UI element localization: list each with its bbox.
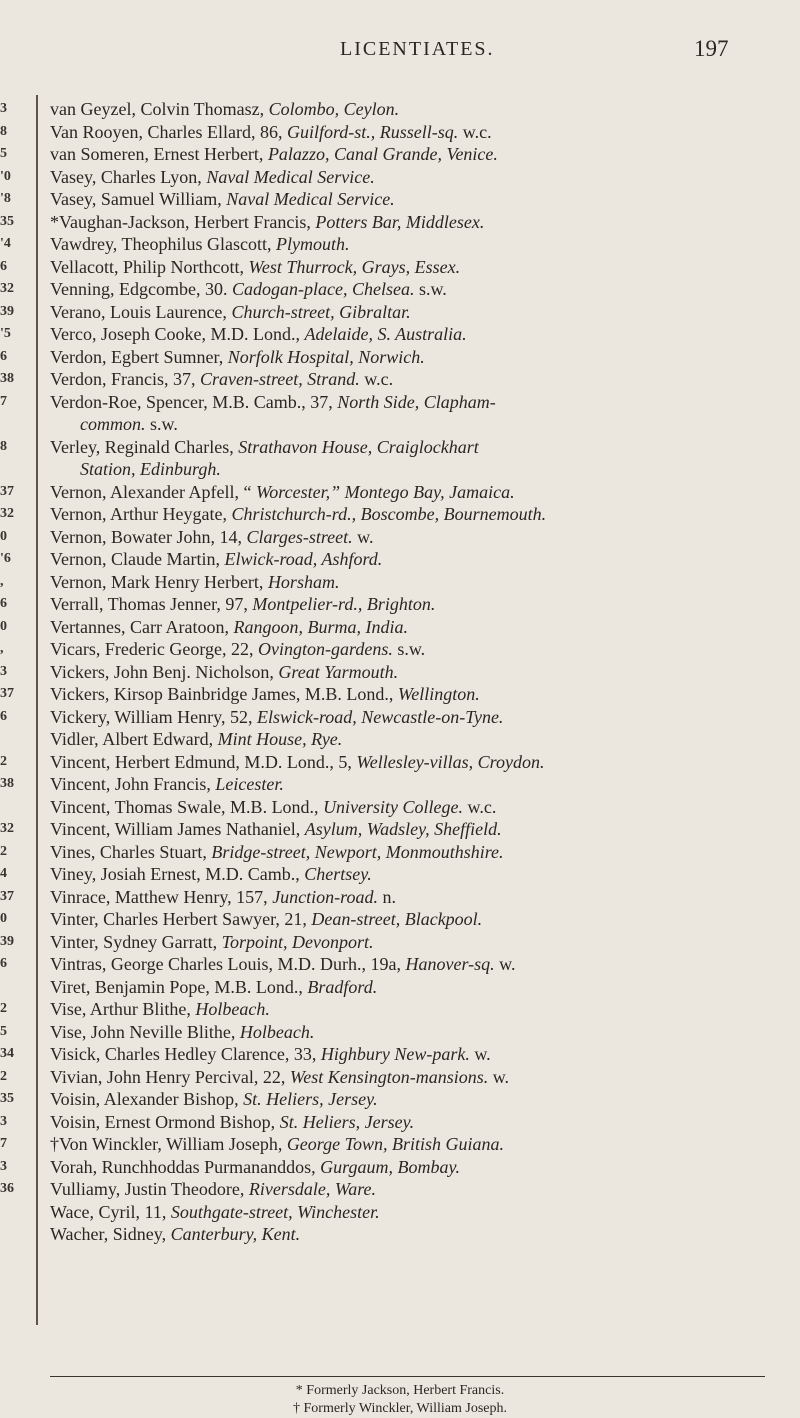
list-item	[50, 1088, 765, 1111]
margin-number: 0	[0, 528, 7, 544]
margin-number: 7	[0, 1136, 7, 1151]
margin-number: ,	[0, 573, 4, 589]
entry-address: Hanover-sq.	[405, 954, 495, 974]
entry-name: Viret, Benjamin Pope, M.B. Lond.,	[50, 976, 308, 997]
entry-address: Norfolk Hospital, Norwich.	[227, 346, 425, 367]
list-item	[50, 188, 765, 211]
margin-number: 32	[0, 281, 14, 296]
list-item	[50, 976, 765, 999]
list-item	[50, 211, 765, 234]
list-item	[50, 593, 765, 616]
entry-name: Vorah, Runchhoddas Purmananddos,	[50, 1156, 321, 1177]
margin-number: 2	[0, 1001, 7, 1016]
entry-name: Vinter, Charles Herbert Sawyer, 21,	[50, 909, 312, 929]
list-item	[50, 616, 765, 639]
entry-address: Palazzo, Canal Grande, Venice.	[267, 144, 498, 164]
entry-name: Vernon, Mark Henry Herbert,	[50, 571, 268, 592]
page-header	[0, 38, 800, 68]
list-item	[50, 548, 765, 571]
entry-name: Vidler, Albert Edward,	[50, 729, 218, 749]
list-item	[50, 931, 765, 954]
entry-name: Visick, Charles Hedley Clarence, 33,	[50, 1044, 321, 1064]
list-item	[50, 571, 765, 594]
entry-name: Vawdrey, Theophilus Glascott,	[50, 234, 276, 254]
margin-number: '4	[0, 236, 11, 251]
entry-name: Vintras, George Charles Louis, M.D. Durh., 19a,	[50, 954, 406, 974]
entry-address: Wellington.	[397, 684, 480, 704]
entry-name: Verrall, Thomas Jenner, 97,	[50, 594, 253, 614]
entry-address: Torpoint, Devonport.	[221, 931, 374, 952]
entry-address: Holbeach.	[195, 999, 270, 1019]
entry-address: St. Heliers, Jersey.	[243, 1089, 378, 1109]
entry-address: Colombo, Ceylon.	[268, 99, 400, 119]
list-item	[50, 1223, 765, 1246]
entry-name: Voisin, Alexander Bishop,	[50, 1089, 244, 1109]
list-item	[50, 368, 765, 391]
entry-district: s.w.	[392, 639, 426, 659]
list-item	[50, 278, 765, 301]
entry-address: Potters Bar, Middlesex.	[315, 211, 485, 232]
entry-name: Vincent, Herbert Edmund, M.D. Lond., 5,	[50, 751, 357, 772]
entry-address: Elwick-road, Ashford.	[224, 549, 383, 569]
margin-rule	[36, 95, 38, 1325]
entry-name: Vincent, John Francis,	[50, 774, 216, 794]
entry-name: Vivian, John Henry Percival, 22,	[50, 1066, 290, 1087]
footnote-rule	[50, 1376, 765, 1377]
entry-name: Wace, Cyril, 11,	[50, 1201, 171, 1222]
margin-number: 6	[0, 708, 7, 724]
list-item	[50, 773, 765, 796]
list-item	[50, 1111, 765, 1134]
margin-number: 3	[0, 101, 7, 116]
entry-name: Venning, Edgcombe, 30.	[50, 279, 232, 299]
entry-address: George Town, British Guiana.	[286, 1134, 504, 1154]
list-item	[50, 661, 765, 684]
entry-district: w.	[488, 1066, 510, 1087]
margin-number: 39	[0, 933, 14, 949]
list-item	[50, 166, 765, 189]
margin-number: 37	[0, 483, 14, 499]
entry-address: Gurgaum, Bombay.	[320, 1156, 460, 1177]
margin-number: 37	[0, 686, 14, 701]
margin-number: 38	[0, 776, 14, 791]
entry-name: Vasey, Samuel William,	[50, 189, 227, 209]
list-item	[50, 391, 765, 414]
margin-number: 3	[0, 663, 7, 679]
margin-number: 2	[0, 753, 7, 769]
list-item	[50, 751, 765, 774]
entry-address: Canterbury, Kent.	[170, 1224, 301, 1244]
entry-district: w.c.	[458, 121, 492, 142]
entry-name: Verdon, Egbert Sumner,	[50, 346, 228, 367]
entry-address: Wellesley-villas, Croydon.	[356, 751, 545, 772]
list-item	[50, 796, 765, 819]
margin-number: 6	[0, 596, 7, 611]
entry-name: Vernon, Claude Martin,	[50, 549, 225, 569]
margin-number: 37	[0, 888, 14, 904]
margin-number: 4	[0, 866, 7, 881]
entry-name: Vickers, Kirsop Bainbridge James, M.B. Lond.,	[50, 684, 398, 704]
list-item	[50, 841, 765, 864]
margin-number: 38	[0, 371, 14, 386]
entry-name: Vernon, Arthur Heygate,	[50, 504, 232, 524]
entry-address: Naval Medical Service.	[226, 189, 395, 209]
margin-number: ,	[0, 641, 4, 656]
entry-address: North Side, Clapham-	[337, 391, 496, 412]
entry-district: s.w.	[414, 279, 447, 299]
margin-number: 7	[0, 393, 7, 409]
page-number: 197	[694, 36, 729, 61]
entry-name: van Geyzel, Colvin Thomasz,	[50, 99, 269, 119]
entry-address: University College.	[323, 796, 464, 817]
margin-number: 0	[0, 911, 7, 926]
list-item	[50, 98, 765, 121]
entry-address: West Thurrock, Grays, Essex.	[248, 256, 461, 277]
margin-number: '5	[0, 326, 11, 341]
entry-list	[50, 98, 765, 1246]
list-item	[50, 998, 765, 1021]
entry-name: *Vaughan-Jackson, Herbert Francis,	[50, 211, 316, 232]
list-item	[50, 503, 765, 526]
entry-name: Vincent, William James Nathaniel,	[50, 819, 305, 839]
margin-number: 39	[0, 303, 14, 319]
margin-number: 3	[0, 1113, 7, 1129]
list-item	[50, 886, 765, 909]
list-item	[50, 908, 765, 931]
entry-name: Van Rooyen, Charles Ellard, 86,	[50, 121, 287, 142]
margin-number: '6	[0, 551, 11, 566]
entry-name: van Someren, Ernest Herbert,	[50, 144, 268, 164]
entry-address: Naval Medical Service.	[206, 166, 375, 187]
entry-address: Bridge-street, Newport, Monmouthshire.	[211, 841, 504, 862]
list-item	[50, 256, 765, 279]
entry-district: n.	[378, 886, 396, 907]
entry-name: Vertannes, Carr Aratoon,	[50, 616, 234, 637]
entry-name: Vulliamy, Justin Theodore,	[50, 1179, 249, 1199]
entry-name: Vise, Arthur Blithe,	[50, 999, 196, 1019]
entry-name: Wacher, Sidney,	[50, 1224, 171, 1244]
margin-number: 35	[0, 213, 14, 229]
list-item	[50, 143, 765, 166]
entry-address: Riversdale, Ware.	[248, 1179, 377, 1199]
list-item	[50, 863, 765, 886]
margin-number: '0	[0, 168, 11, 184]
entry-address: Southgate-street, Winchester.	[170, 1201, 380, 1222]
list-item	[50, 1178, 765, 1201]
list-item	[50, 526, 765, 549]
running-title: LICENTIATES.	[340, 38, 495, 60]
entry-address: Strathavon House, Craiglockhart	[238, 436, 479, 457]
list-item	[50, 121, 765, 144]
margin-number: 34	[0, 1046, 14, 1061]
list-item	[50, 953, 765, 976]
entry-address: Bradford.	[307, 976, 378, 997]
margin-number: 5	[0, 1023, 7, 1039]
list-item	[50, 1201, 765, 1224]
entry-address: Guilford-st., Russell-sq.	[286, 121, 459, 142]
entry-name: Vincent, Thomas Swale, M.B. Lond.,	[50, 796, 324, 817]
margin-number: 5	[0, 146, 7, 161]
footnote: † Formerly Winckler, William Joseph.	[293, 1401, 507, 1416]
entry-address: Worcester,” Montego Bay, Jamaica.	[255, 481, 515, 502]
list-item	[50, 481, 765, 504]
margin-number: 6	[0, 258, 7, 274]
entry-address: Christchurch-rd., Boscombe, Bournemouth.	[231, 504, 547, 524]
entry-name: Vickers, John Benj. Nicholson,	[50, 661, 279, 682]
entry-address: Adelaide, S. Australia.	[304, 324, 467, 344]
list-item	[50, 301, 765, 324]
entry-address: common.	[80, 414, 146, 434]
entry-district: w.c.	[463, 796, 497, 817]
list-item	[50, 1133, 765, 1156]
entry-district: w.	[494, 954, 516, 974]
list-item	[50, 1043, 765, 1066]
entry-name: Vise, John Neville Blithe,	[50, 1021, 240, 1042]
list-item	[50, 728, 765, 751]
entry-address: Leicester.	[215, 774, 284, 794]
entry-name: Vickery, William Henry, 52,	[50, 706, 257, 727]
entry-address: Asylum, Wadsley, Sheffield.	[304, 819, 502, 839]
entry-address: Church-street, Gibraltar.	[231, 301, 411, 322]
entry-address: Junction-road.	[272, 886, 378, 907]
entry-address: St. Heliers, Jersey.	[279, 1111, 415, 1132]
entry-name: Vinter, Sydney Garratt,	[50, 931, 222, 952]
entry-name: Verano, Louis Laurence,	[50, 301, 232, 322]
entry-name: Vernon, Alexander Apfell, “	[50, 481, 256, 502]
footnote: * Formerly Jackson, Herbert Francis.	[295, 1383, 505, 1398]
margin-number: 6	[0, 348, 7, 364]
entry-address: Rangoon, Burma, India.	[233, 616, 408, 637]
entry-name: Verco, Joseph Cooke, M.D. Lond.,	[50, 324, 305, 344]
list-item	[50, 346, 765, 369]
margin-number: 2	[0, 843, 7, 859]
entry-district: w.c.	[359, 369, 394, 389]
entry-address: Chertsey.	[304, 864, 372, 884]
entry-name: Vasey, Charles Lyon,	[50, 166, 207, 187]
margin-number: 36	[0, 1181, 14, 1196]
margin-number: 32	[0, 506, 14, 521]
margin-number: 8	[0, 438, 7, 454]
entry-name: Viney, Josiah Ernest, M.D. Camb.,	[50, 864, 305, 884]
entry-address: Holbeach.	[239, 1021, 315, 1042]
entry-district: w.	[352, 526, 374, 547]
entry-name: Verdon, Francis, 37,	[50, 369, 200, 389]
margin-number: 8	[0, 123, 7, 139]
entry-address: Cadogan-place, Chelsea.	[231, 279, 415, 299]
entry-address: Craven-street, Strand.	[199, 369, 360, 389]
entry-name: Voisin, Ernest Ormond Bishop,	[50, 1111, 280, 1132]
entry-address: Station, Edinburgh.	[80, 459, 221, 479]
entry-address: Dean-street, Blackpool.	[311, 909, 483, 929]
margin-number: '8	[0, 191, 11, 206]
entry-address: Mint House, Rye.	[217, 729, 343, 749]
entry-district: s.w.	[145, 414, 178, 434]
entry-address: Elswick-road, Newcastle-on-Tyne.	[256, 706, 504, 727]
entry-name: Vines, Charles Stuart,	[50, 841, 212, 862]
list-item	[50, 323, 765, 346]
entry-address: Horsham.	[267, 571, 340, 592]
entry-name: †Von Winckler, William Joseph,	[50, 1134, 287, 1154]
entry-name: Verley, Reginald Charles,	[50, 436, 239, 457]
entry-continuation	[50, 458, 765, 481]
entry-address: Great Yarmouth.	[278, 661, 399, 682]
list-item	[50, 683, 765, 706]
entry-name: Vernon, Bowater John, 14,	[50, 526, 247, 547]
entry-name: Vellacott, Philip Northcott,	[50, 256, 249, 277]
margin-number: 2	[0, 1068, 7, 1084]
list-item	[50, 706, 765, 729]
entry-address: Highbury New-park.	[320, 1044, 470, 1064]
list-item	[50, 1066, 765, 1089]
list-item	[50, 436, 765, 459]
entry-continuation	[50, 413, 765, 436]
entry-address: Plymouth.	[275, 234, 350, 254]
margin-number: 32	[0, 821, 14, 836]
entry-name: Vicars, Frederic George, 22,	[50, 639, 259, 659]
entry-address: West Kensington-mansions.	[289, 1066, 489, 1087]
entry-address: Montpelier-rd., Brighton.	[252, 594, 436, 614]
entry-address: Ovington-gardens.	[258, 639, 393, 659]
entry-name: Vinrace, Matthew Henry, 157,	[50, 886, 273, 907]
list-item	[50, 1156, 765, 1179]
list-item	[50, 1021, 765, 1044]
entry-address: Clarges-street.	[246, 526, 353, 547]
margin-number: 3	[0, 1158, 7, 1174]
list-item	[50, 638, 765, 661]
margin-number: 6	[0, 956, 7, 971]
margin-number: 35	[0, 1091, 14, 1106]
entry-district: w.	[469, 1044, 491, 1064]
list-item	[50, 818, 765, 841]
margin-number: 0	[0, 618, 7, 634]
entry-name: Verdon-Roe, Spencer, M.B. Camb., 37,	[50, 391, 338, 412]
list-item	[50, 233, 765, 256]
